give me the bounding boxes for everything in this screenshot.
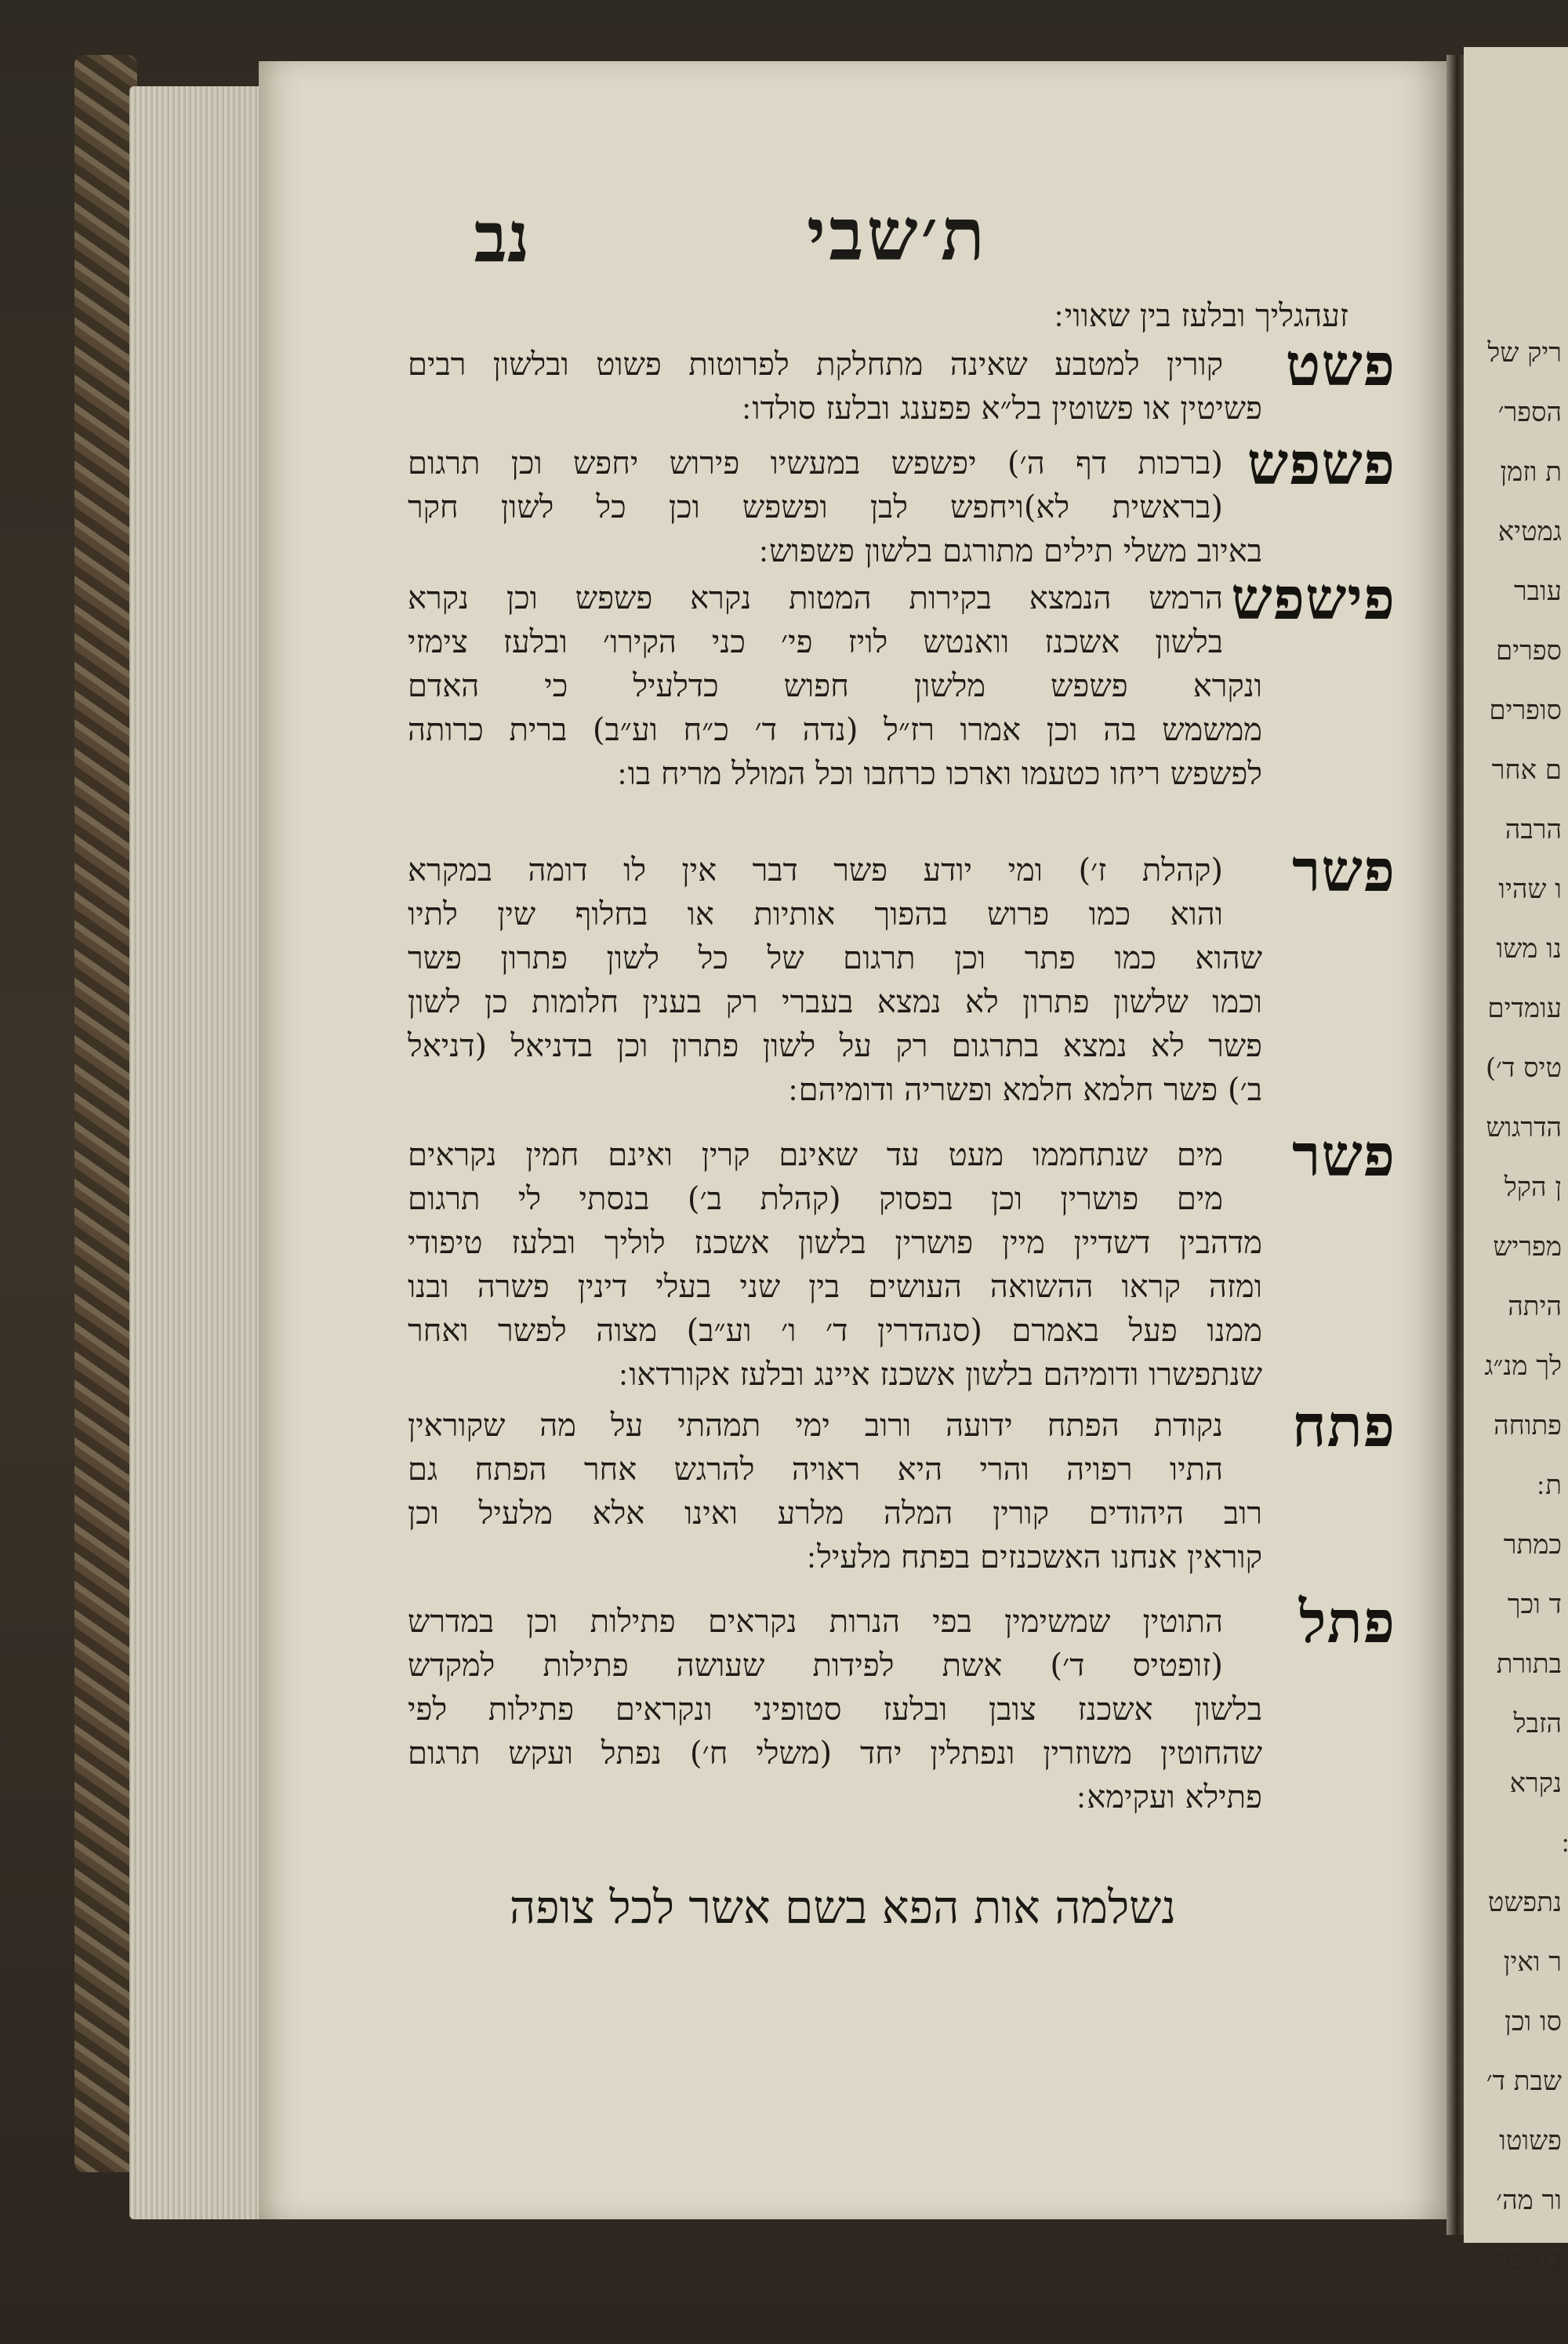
facing-page-text xyxy=(1436,1827,1562,1859)
entry-text-line: ומזה קראו ההשואה העושים בין שני בעלי דינין פשרה ובנו xyxy=(408,1269,1262,1305)
entry-headword: פשט xyxy=(1285,332,1396,399)
facing-page-text: ר ואין xyxy=(1503,1946,1562,1978)
facing-page-text: ד וכך xyxy=(1507,1589,1562,1620)
facing-page-text: ו שהיו xyxy=(1498,874,1562,905)
facing-page-text: מפריש xyxy=(1493,1231,1562,1263)
entry-text-line: פשיטין או פשוטין בל״א פפענג ובלעז סולדו ׃ xyxy=(742,391,1262,427)
facing-page-text: הדרגוש xyxy=(1486,1112,1562,1143)
entry-text-line: ממנו פעל באמרם (סנהדרין ד׳ ו׳ וע״ב) מצוה לפשר ואחר xyxy=(408,1313,1262,1349)
entry-text-line: (קהלת ז׳) ומי יודע פשר דבר אין לו דומה במקרא xyxy=(408,852,1224,889)
facing-page-text: כמתר xyxy=(1503,1529,1562,1561)
entry-text-line: התיו רפויה והרי היא ראויה להרגש אחר הפתח גם xyxy=(408,1452,1223,1488)
intro-line: זעהגליך ובלעז בין שאווי ׃ xyxy=(1054,298,1348,334)
page-block-edge xyxy=(129,86,278,2219)
facing-page-text: פשוטו xyxy=(1499,2125,1562,2157)
entry-text-line: קוראין אנחנו האשכנזים בפתח מלעיל ׃ xyxy=(807,1539,1262,1575)
facing-page-text: ספרים xyxy=(1496,635,1562,667)
facing-page-text: פתוחה xyxy=(1494,1410,1562,1441)
entry-text-line: פתילא ועקימא ׃ xyxy=(1076,1779,1262,1815)
facing-page-text: ן הקל xyxy=(1504,1172,1562,1203)
entry-text-line: בלשון אשכנז וואנטש לויז פי׳ כני הקירו׳ ובלעז צימזי xyxy=(408,624,1223,660)
facing-page-text: ור מה׳ xyxy=(1496,2185,1562,2216)
entry-text-line: הרמש הנמצא בקירות המטות נקרא פשפש וכן נקרא xyxy=(408,580,1223,616)
entry-text-line: ב׳) פשר חלמא חלמא ופשריה ודומיהם ׃ xyxy=(788,1072,1262,1108)
facing-page-text: ם אחר xyxy=(1491,754,1562,786)
facing-page-text: בנז פר xyxy=(1497,2244,1562,2276)
facing-page-text: הזבל xyxy=(1513,1708,1562,1739)
marbled-book-edge xyxy=(74,55,137,2172)
entry-headword: פתל xyxy=(1299,1589,1396,1656)
facing-page-text: ת ׃ xyxy=(1537,1470,1562,1501)
entry-text-line: קורין למטבע שאינה מתחלקת לפרוטות פשוט ובלשון רבים xyxy=(408,347,1223,383)
facing-page-text: הרבה xyxy=(1504,814,1562,845)
entry-headword: פשר xyxy=(1292,1122,1396,1190)
facing-page-text: עומדים xyxy=(1487,993,1562,1024)
facing-page-text: נתפשט xyxy=(1487,1887,1562,1918)
facing-page-text: היתה xyxy=(1508,1291,1562,1322)
entry-text-line: (זופטיס ד׳) אשת לפידות שעושה פתילות למקדש xyxy=(408,1648,1223,1684)
entry-text-line: ממשמש בה וכן אמרו רז״ל (נדה ד׳ כ״ח וע״ב) ברית כרותה xyxy=(408,712,1262,748)
entry-text-line: שהחוטין משוזרין ונפתלין יחד (משלי ח׳) נפתל ועקש תרגום xyxy=(408,1735,1262,1772)
entry-text-line: בלשון אשכנז צובן ובלעז סטופיני ונקראים פתילות לפי xyxy=(408,1692,1262,1728)
entry-text-line: באיוב משלי תילים מתורגם בלשון פשפוש ׃ xyxy=(759,533,1262,569)
facing-page-text: עובר xyxy=(1513,576,1562,607)
entry-text-line: (ברכות דף ה׳) יפשפש במעשיו פירוש יחפש וכן תרגום xyxy=(408,445,1223,482)
running-header-title: ת׳שבי xyxy=(807,192,988,277)
facing-page-text: נקרא xyxy=(1509,1768,1562,1799)
entry-headword: פישפש xyxy=(1231,565,1396,633)
page-number: נב xyxy=(474,196,530,278)
colophon: נשלמה אות הפא בשם אשר לכל צופה xyxy=(509,1881,1177,1934)
facing-page-fragment xyxy=(1464,47,1568,2276)
facing-page-text: ריק של xyxy=(1487,337,1562,369)
entry-text-line: נקודת הפתח ידועה ורוב ימי תמהתי על מה שקוראין xyxy=(408,1408,1223,1444)
entry-text-line: וכמו שלשון פתרון לא נמצא בעברי רק בענין חלומות כן לשון xyxy=(408,984,1262,1020)
entry-text-line: מים שנתחממו מעט עד שאינם קרין ואינם חמין נקראים xyxy=(408,1137,1223,1173)
entry-text-line: רוב היהודים קורין המלה מלרע ואינו אלא מלעיל וכן xyxy=(408,1495,1262,1532)
entry-text-line: (בראשית לא)ויחפש לבן ופשפש וכן כל לשון חקר xyxy=(408,489,1223,525)
facing-page-text: טיס ד׳) xyxy=(1485,1052,1562,1084)
facing-page-text: גמטיא xyxy=(1497,516,1562,547)
entry-text-line: והוא כמו פרוש בהפוך אותיות או בחלוף שין לתיו xyxy=(408,896,1223,932)
facing-page-text: בתורת xyxy=(1496,1648,1562,1680)
entry-headword: פשר xyxy=(1292,838,1396,905)
entry-text-line: לפשפש ריחו כטעמו וארכו כרחבו וכל המולל מריח בו ׃ xyxy=(618,756,1262,792)
facing-page-text: ת וזמן xyxy=(1500,456,1562,488)
entry-text-line: פשר לא נמצא בתרגום רק על לשון פתרון וכן בדניאל (דניאל xyxy=(408,1028,1262,1064)
entry-text-line: שהוא כמו פתר וכן תרגום של כל לשון פתרון פשר xyxy=(408,940,1262,976)
facing-page-text: סו וכן xyxy=(1504,2006,1562,2037)
facing-page-text: לך מנ״ג xyxy=(1484,1350,1562,1382)
entry-text-line: מדהבין דשדיין מיין פושרין בלשון אשכנז לוליך ובלעז טיפודי xyxy=(408,1225,1262,1261)
entry-text-line: מים פושרין וכן בפסוק (קהלת ב׳) בנסתי לי תרגום xyxy=(408,1181,1223,1217)
entry-text-line: התוטין שמשימין בפי הנרות נקראים פתילות וכן במדרש xyxy=(408,1604,1223,1640)
entry-text-line: שנתפשרו ודומיהם בלשון אשכנז איינג ובלעז אקורדאו ׃ xyxy=(619,1357,1262,1393)
facing-page-text: שבת ד׳ xyxy=(1486,2066,1562,2097)
facing-page-text: הספר׳ xyxy=(1497,397,1562,428)
facing-page-text: סופרים xyxy=(1489,695,1562,726)
entry-headword: פתח xyxy=(1291,1393,1396,1460)
entry-text-line: ונקרא פשפש מלשון חפוש כדלעיל כי האדם xyxy=(408,668,1262,704)
entry-headword: פשפש xyxy=(1247,431,1396,498)
facing-page-text: נו משו xyxy=(1496,933,1562,965)
